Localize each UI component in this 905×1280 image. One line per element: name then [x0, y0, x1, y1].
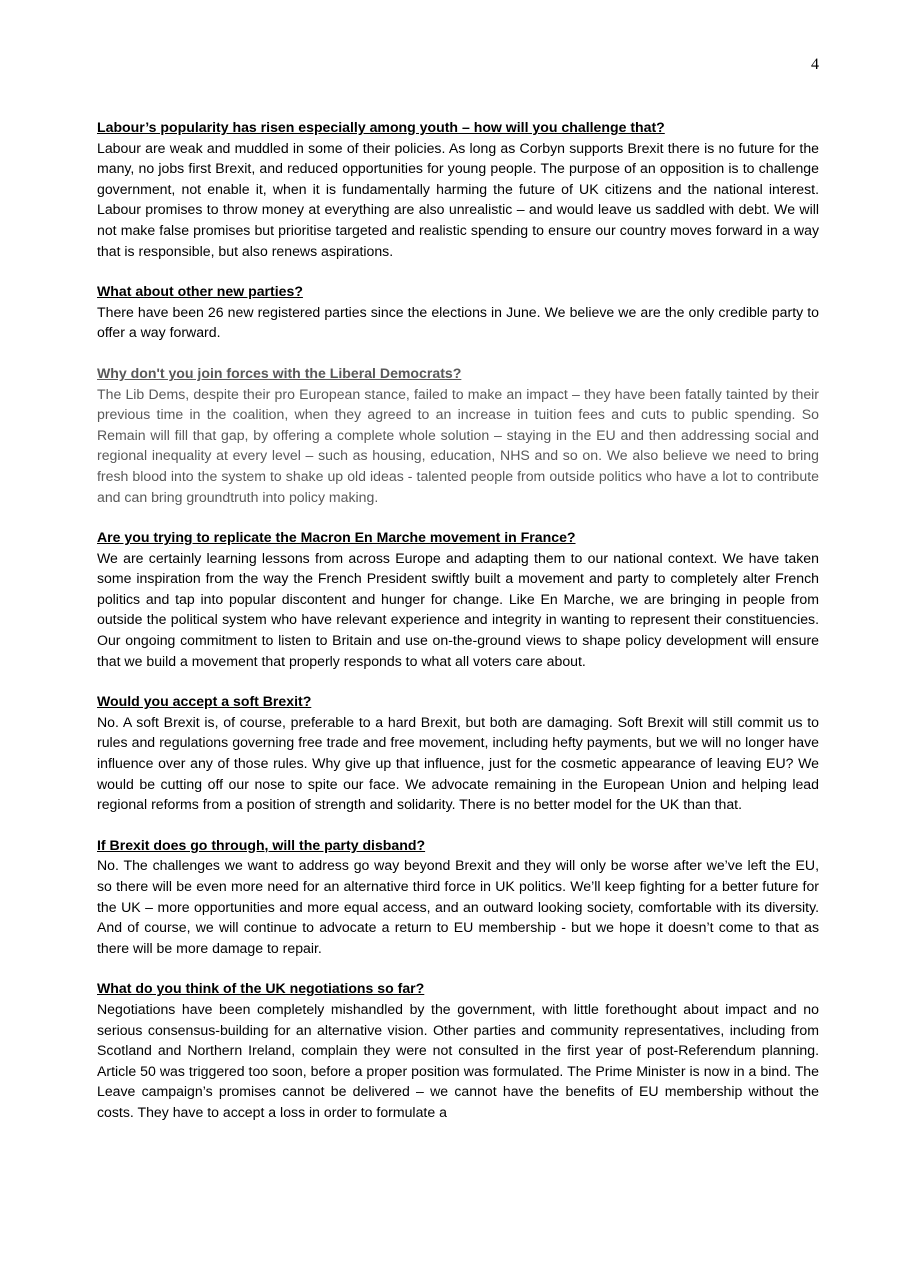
- qa-section-new-parties: [97, 281, 819, 343]
- question-heading: What do you think of the UK negotiations so far?: [97, 980, 425, 997]
- answer-paragraph: There have been 26 new registered parties since the elections in June. We believe we are the only credible party to offer a way forward.: [97, 303, 819, 341]
- qa-section-en-marche: [97, 527, 819, 671]
- question-heading: Would you accept a soft Brexit?: [97, 693, 312, 710]
- answer-paragraph: The Lib Dems, despite their pro European stance, failed to make an impact – they have been fatally tainted by their previous time in the coalition, when they agreed to an increase in tuition fees and cuts to public spending. So Remain will fill that gap, by offering a complete whole solution – staying in the EU and then addressing social and regional inequality at every level – such as housing, education, NHS and so on. We also believe we need to bring fresh blood into the system to shake up old ideas - talented people from outside politics who have a lot to contribute and can bring groundtruth into policy making.: [97, 385, 819, 505]
- qa-section-party-disband: [97, 835, 819, 959]
- document-body: [97, 117, 819, 1143]
- qa-section-uk-negotiations: [97, 978, 819, 1122]
- question-heading: Are you trying to replicate the Macron En Marche movement in France?: [97, 529, 576, 546]
- answer-paragraph: Negotiations have been completely mishandled by the government, with little forethought about impact and no serious consensus-building for an alternative vision. Other parties and community representatives, including from Scotland and Northern Ireland, complain they were not consulted in the first year of post-Referendum planning. Article 50 was triggered too soon, before a proper position was formulated. The Prime Minister is now in a bind. The Leave campaign’s promises cannot be delivered – we cannot have the benefits of EU membership without the costs. They have to accept a loss in order to formulate a: [97, 1000, 819, 1120]
- question-heading: If Brexit does go through, will the party disband?: [97, 836, 426, 853]
- question-heading: Labour’s popularity has risen especially among youth – how will you challenge that?: [97, 119, 665, 135]
- qa-section-soft-brexit: [97, 691, 819, 815]
- question-heading: What about other new parties?: [97, 283, 303, 300]
- answer-paragraph: No. A soft Brexit is, of course, preferable to a hard Brexit, but both are damaging. Soft Brexit will still commit us to rules and regulations governing free trade and free movement, including hefty payments, but we will no longer have influence over any of those rules. Why give up that influence, just for the cosmetic appearance of leaving EU? We would be cutting off our nose to spite our face. We advocate remaining in the European Union and helping lead regional reforms from a position of strength and solidarity. There is no better model for the UK than that.: [97, 713, 819, 813]
- page-number: 4: [811, 56, 819, 73]
- answer-paragraph: We are certainly learning lessons from across Europe and adapting them to our national context. We have taken some inspiration from the way the French President swiftly built a movement and party to completely alter French politics and tap into popular discontent and hunger for change. Like En Marche, we are bringing in people from outside the political system who have relevant experience and integrity in wanting to represent their constituencies. Our ongoing commitment to listen to Britain and use on-the-ground views to shape policy development will ensure that we build a movement that properly responds to what all voters care about.: [97, 549, 819, 669]
- qa-section-lib-dems: [97, 363, 819, 507]
- answer-paragraph: No. The challenges we want to address go way beyond Brexit and they will only be worse after we’ve left the EU, so there will be even more need for an alternative third force in UK politics. We’ll keep fighting for a better future for the UK – more opportunities and more equal access, and an outward looking society, comfortable with its diversity. And of course, we will continue to advocate a return to EU membership - but we hope it doesn’t come to that as there will be more damage to repair.: [97, 857, 819, 956]
- question-heading: Why don't you join forces with the Liberal Democrats?: [97, 364, 462, 381]
- answer-paragraph: Labour are weak and muddled in some of their policies. As long as Corbyn supports Brexit there is no future for the many, no jobs first Brexit, and reduced opportunities for young people. The purpose of an opposition is to challenge government, not enable it, when it is fundamentally harming the future of UK citizens and the national interest. Labour promises to throw money at everything are also unrealistic – and would leave us saddled with debt. We will not make false promises but prioritise targeted and realistic spending to ensure our country moves forward in a way that is responsible, but also renews aspirations.: [97, 139, 819, 259]
- qa-section-labour-popularity: [97, 117, 819, 261]
